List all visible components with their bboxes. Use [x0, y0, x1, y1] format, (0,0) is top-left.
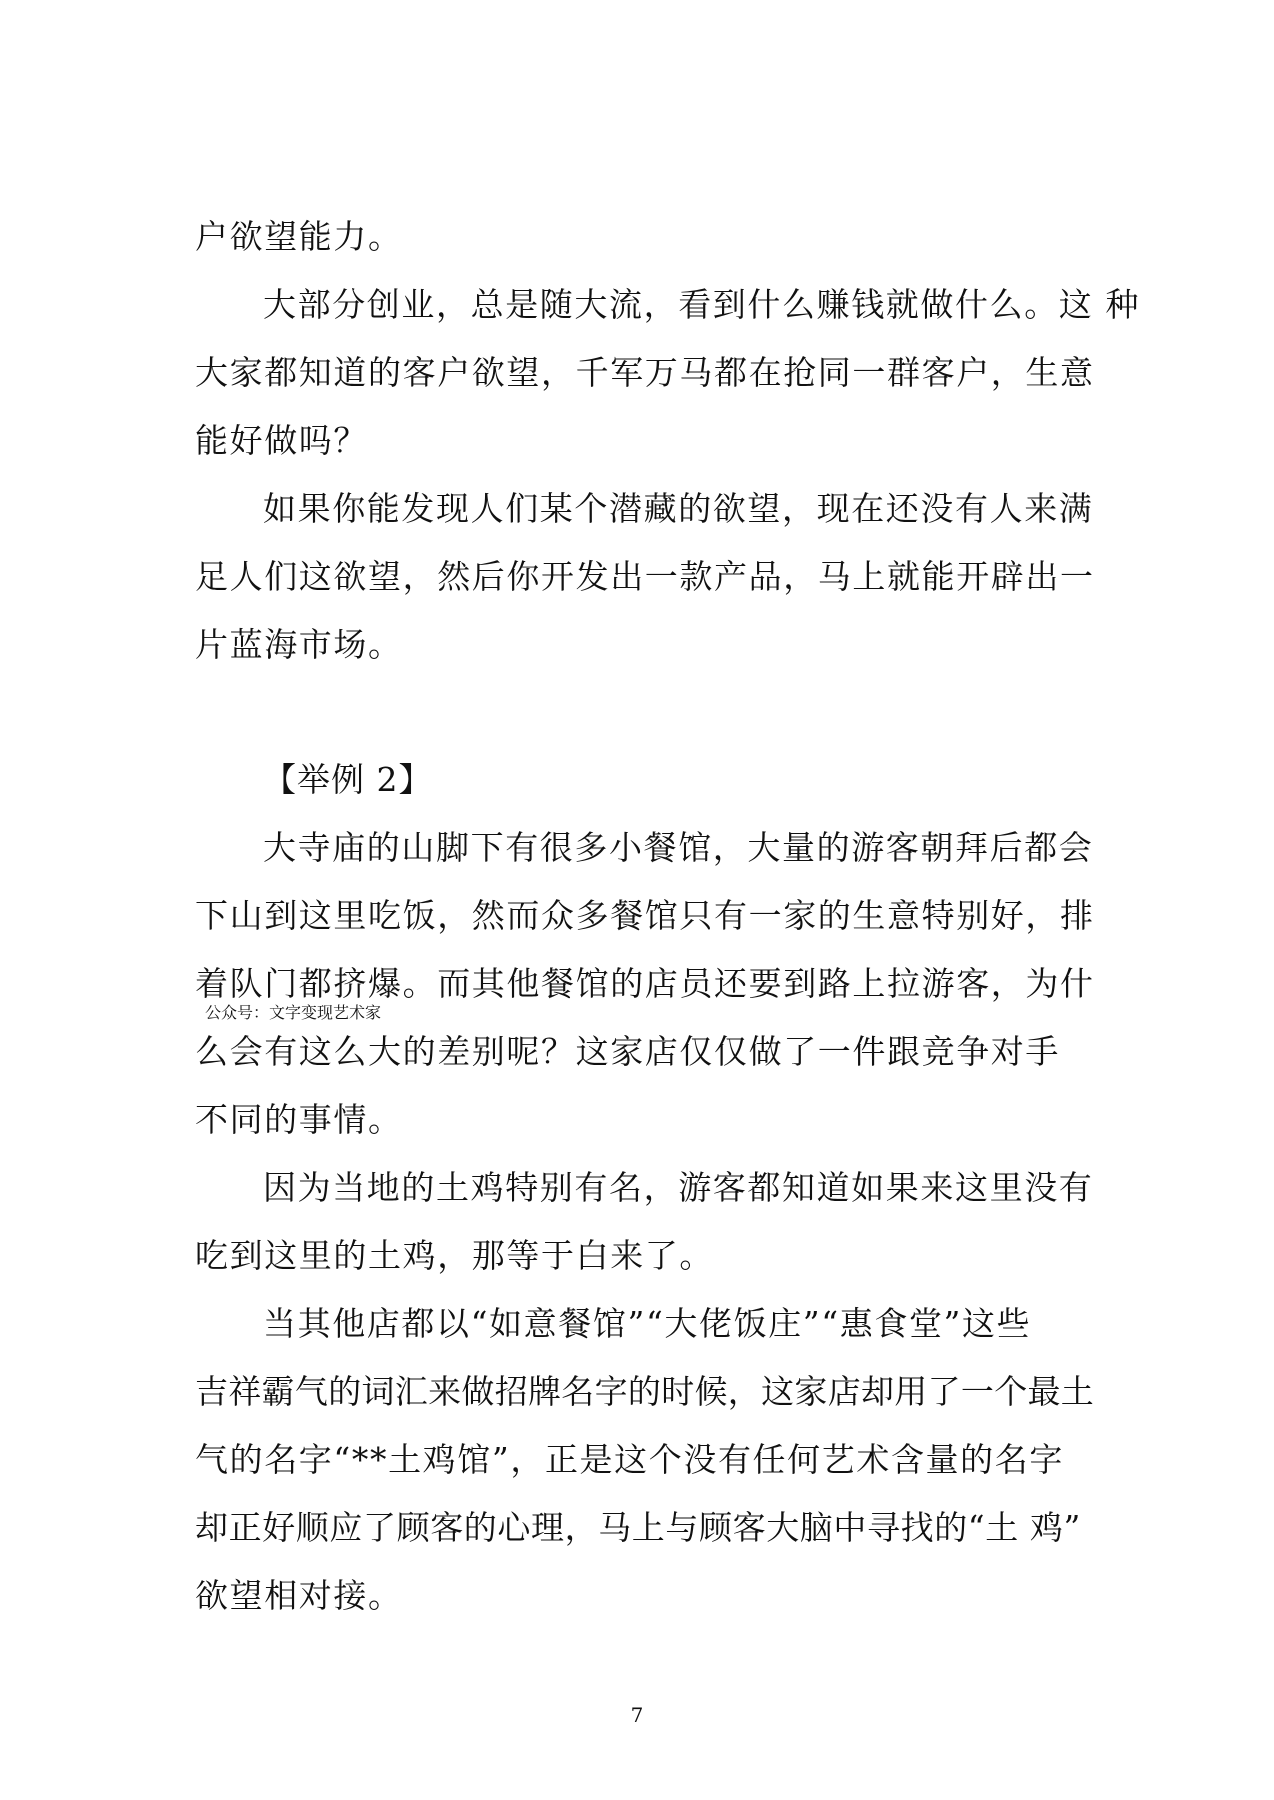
paragraph-line: 片蓝海市场。 [195, 625, 403, 664]
paragraph-line: 么会有这么大的差别呢？这家店仅仅做了一件跟竞争对手 [195, 1032, 1060, 1071]
example-heading: 【举例 2】 [263, 760, 433, 799]
paragraph-line: 下山到这里吃饭，然而众多餐馆只有一家的生意特别好，排 [195, 896, 1095, 935]
paragraph-line: 吃到这里的土鸡，那等于白来了。 [195, 1236, 714, 1275]
paragraph-line: 足人们这欲望，然后你开发出一款产品，马上就能开辟出一 [195, 557, 1095, 596]
paragraph-line: 却正好顺应了顾客的心理，马上与顾客大脑中寻找的“土 鸡” [195, 1508, 1082, 1547]
page-number: 7 [630, 1703, 644, 1727]
paragraph-line: 大部分创业，总是随大流，看到什么赚钱就做什么。这 种 [263, 285, 1141, 324]
paragraph-line: 能好做吗？ [195, 421, 368, 460]
paragraph-line: 大寺庙的山脚下有很多小餐馆，大量的游客朝拜后都会 [263, 828, 1094, 867]
paragraph-line: 因为当地的土鸡特别有名，游客都知道如果来这里没有 [263, 1168, 1094, 1207]
paragraph-line: 如果你能发现人们某个潜藏的欲望，现在还没有人来满 [263, 489, 1094, 528]
paragraph-line: 当其他店都以“如意餐馆”“大佬饭庄”“惠食堂”这些 [263, 1304, 1032, 1343]
paragraph-line: 欲望相对接。 [195, 1576, 403, 1615]
paragraph-line: 不同的事情。 [195, 1100, 403, 1139]
paragraph-line: 吉祥霸气的词汇来做招牌名字的时候，这家店却用了一个最土 [195, 1372, 1095, 1411]
paragraph-line: 着队门都挤爆。而其他餐馆的店员还要到路上拉游客，为什 [195, 964, 1095, 1003]
paragraph-line: 大家都知道的客户欲望，千军万马都在抢同一群客户，生意 [195, 353, 1095, 392]
paragraph-line: 气的名字“**土鸡馆”，正是这个没有任何艺术含量的名字 [195, 1440, 1064, 1479]
paragraph-line: 户欲望能力。 [195, 217, 403, 256]
watermark-text: 公众号：文字变现艺术家 [205, 1003, 382, 1022]
